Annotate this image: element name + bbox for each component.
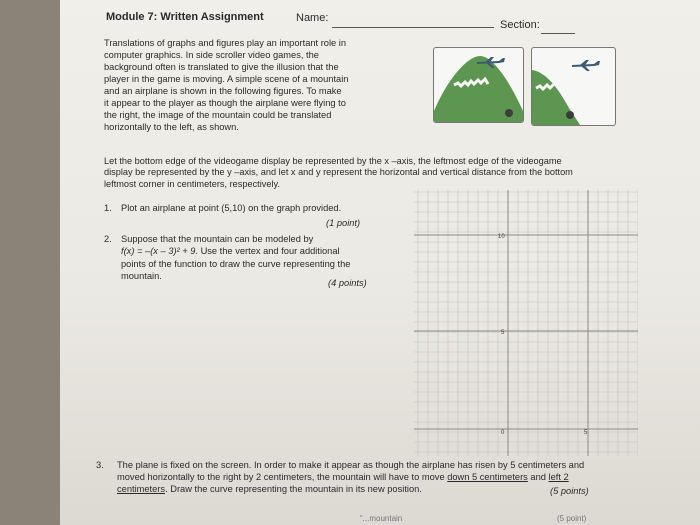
question-number: 3. xyxy=(96,460,104,470)
graph-label-x5: 5 xyxy=(584,430,588,436)
section-label: Section: xyxy=(500,19,540,31)
question-number: 1. xyxy=(104,203,112,213)
graph-label-5: 5 xyxy=(501,330,505,336)
question-2-line: Suppose that the mountain can be modeled by xyxy=(121,234,314,244)
graph-label-10: 10 xyxy=(498,234,505,240)
intro-paragraph xyxy=(104,37,394,133)
intro-line: player in the game is moving. A simple scene of a mountain xyxy=(104,74,349,84)
module-title: Module 7: Written Assignment xyxy=(106,11,264,23)
scene-figure-2 xyxy=(531,47,616,126)
question-3-line: . Draw the curve representing the mountain in its new position. xyxy=(165,484,422,494)
para-line: Let the bottom edge of the videogame display be represented by the x –axis, the leftmost edge of the videogame xyxy=(104,156,562,166)
question-3-line: The plane is fixed on the screen. In order to make it appear as though the airplane has risen by 5 centimeters and xyxy=(117,460,585,470)
question-1-text: Plot an airplane at point (5,10) on the graph provided. xyxy=(121,203,342,213)
intro-line: it appear to the player as though the airplane were flying to xyxy=(104,98,346,108)
intro-line: horizontally to the left, as shown. xyxy=(104,122,239,132)
question-1-points: (1 point) xyxy=(326,218,361,228)
question-2-line: Use the vertex and four additional xyxy=(197,246,340,257)
question-1 xyxy=(104,203,404,213)
underlined-text: down 5 centimeters xyxy=(447,472,528,482)
scene-figure-1 xyxy=(433,47,524,123)
section-blank-line xyxy=(541,33,575,34)
answer-graph[interactable] xyxy=(414,190,638,456)
intro-line: Translations of graphs and figures play an important role in xyxy=(104,38,347,48)
intro-line: and an airplane is shown in the following figures. To make xyxy=(104,86,342,96)
question-2 xyxy=(104,233,399,282)
intro-line: computer graphics. In side scroller video games, the xyxy=(104,50,319,60)
question-2-line: points of the function to draw the curve representing the xyxy=(121,258,351,269)
name-blank-line xyxy=(332,27,494,28)
airplane-icon xyxy=(572,60,600,71)
cutoff-text: (5 point) xyxy=(557,514,587,523)
question-3-line: and xyxy=(527,472,549,482)
question-3-line: moved horizontally to the right by 2 centimeters, the mountain will have to move xyxy=(117,472,448,482)
question-2-points: (4 points) xyxy=(328,278,367,288)
mountain-formula: f(x) = –(x – 3)² + 9. xyxy=(121,246,198,257)
worksheet-page xyxy=(60,0,700,525)
underlined-text: left 2 xyxy=(548,472,569,482)
intro-line: background often is translated to give the illusion that the xyxy=(104,62,339,72)
question-3-points: (5 points) xyxy=(550,486,589,496)
para-line: display be represented by the y –axis, and let x and y represent the horizontal and vertical distance from the bottom xyxy=(104,167,573,178)
graph-label-0: 0 xyxy=(501,430,505,436)
cutoff-text: “...mountain xyxy=(360,514,403,523)
question-number: 2. xyxy=(104,234,112,244)
name-label: Name: xyxy=(296,12,329,24)
underlined-text: centimeters xyxy=(117,484,166,494)
para-line: leftmost corner in centimeters, respectively. xyxy=(104,178,280,189)
coordinate-description xyxy=(104,156,649,190)
intro-line: the right, the image of the mountain could be translated xyxy=(104,110,332,120)
question-2-line: mountain. xyxy=(121,270,162,281)
